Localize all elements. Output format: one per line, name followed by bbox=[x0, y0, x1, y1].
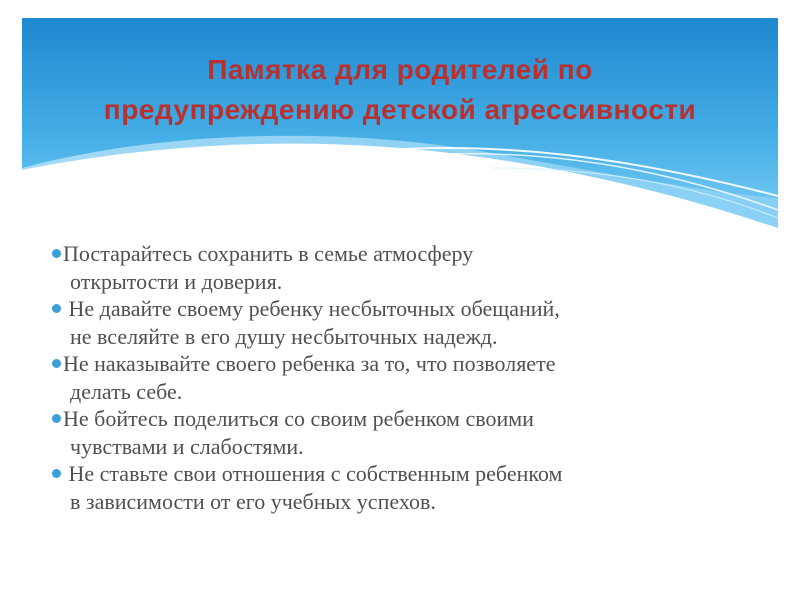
bullet-text-continued: в зависимости от его учебных успехов. bbox=[70, 488, 436, 514]
slide-title bbox=[22, 50, 778, 130]
bullet-text: Постарайтесь сохранить в семье атмосферу bbox=[63, 241, 474, 266]
bullet-text: Не бойтесь поделиться со своим ребенком своими bbox=[63, 406, 534, 431]
bullet-dot-icon bbox=[52, 304, 61, 313]
bullet-dot-icon bbox=[52, 414, 61, 423]
list-item bbox=[52, 350, 752, 405]
bullet-text-continued: делать себе. bbox=[70, 378, 183, 404]
title-line-2: предупреждению детской агрессивности bbox=[103, 94, 697, 125]
list-item bbox=[52, 405, 752, 460]
list-item bbox=[52, 295, 752, 350]
bullet-text-continued: открытости и доверия. bbox=[70, 268, 283, 294]
bullet-dot-icon bbox=[52, 469, 61, 478]
bullet-text-continued: не вселяйте в его душу несбыточных надежд. bbox=[70, 323, 498, 349]
title-line-1: Памятка для родителей по bbox=[207, 54, 593, 85]
bullet-text-continued: чувствами и слабостями. bbox=[70, 433, 304, 459]
bullet-dot-icon bbox=[52, 359, 61, 368]
list-item bbox=[52, 240, 752, 295]
bullet-dot-icon bbox=[52, 249, 61, 258]
header-banner bbox=[22, 18, 778, 233]
list-item bbox=[52, 460, 752, 515]
bullet-text: Не наказывайте своего ребенка за то, что позволяете bbox=[63, 351, 556, 376]
bullet-list bbox=[52, 240, 752, 515]
bullet-text: Не ставьте свои отношения с собственным ребенком bbox=[63, 461, 563, 486]
slide bbox=[22, 18, 778, 582]
bullet-text: Не давайте своему ребенку несбыточных обещаний, bbox=[63, 296, 560, 321]
